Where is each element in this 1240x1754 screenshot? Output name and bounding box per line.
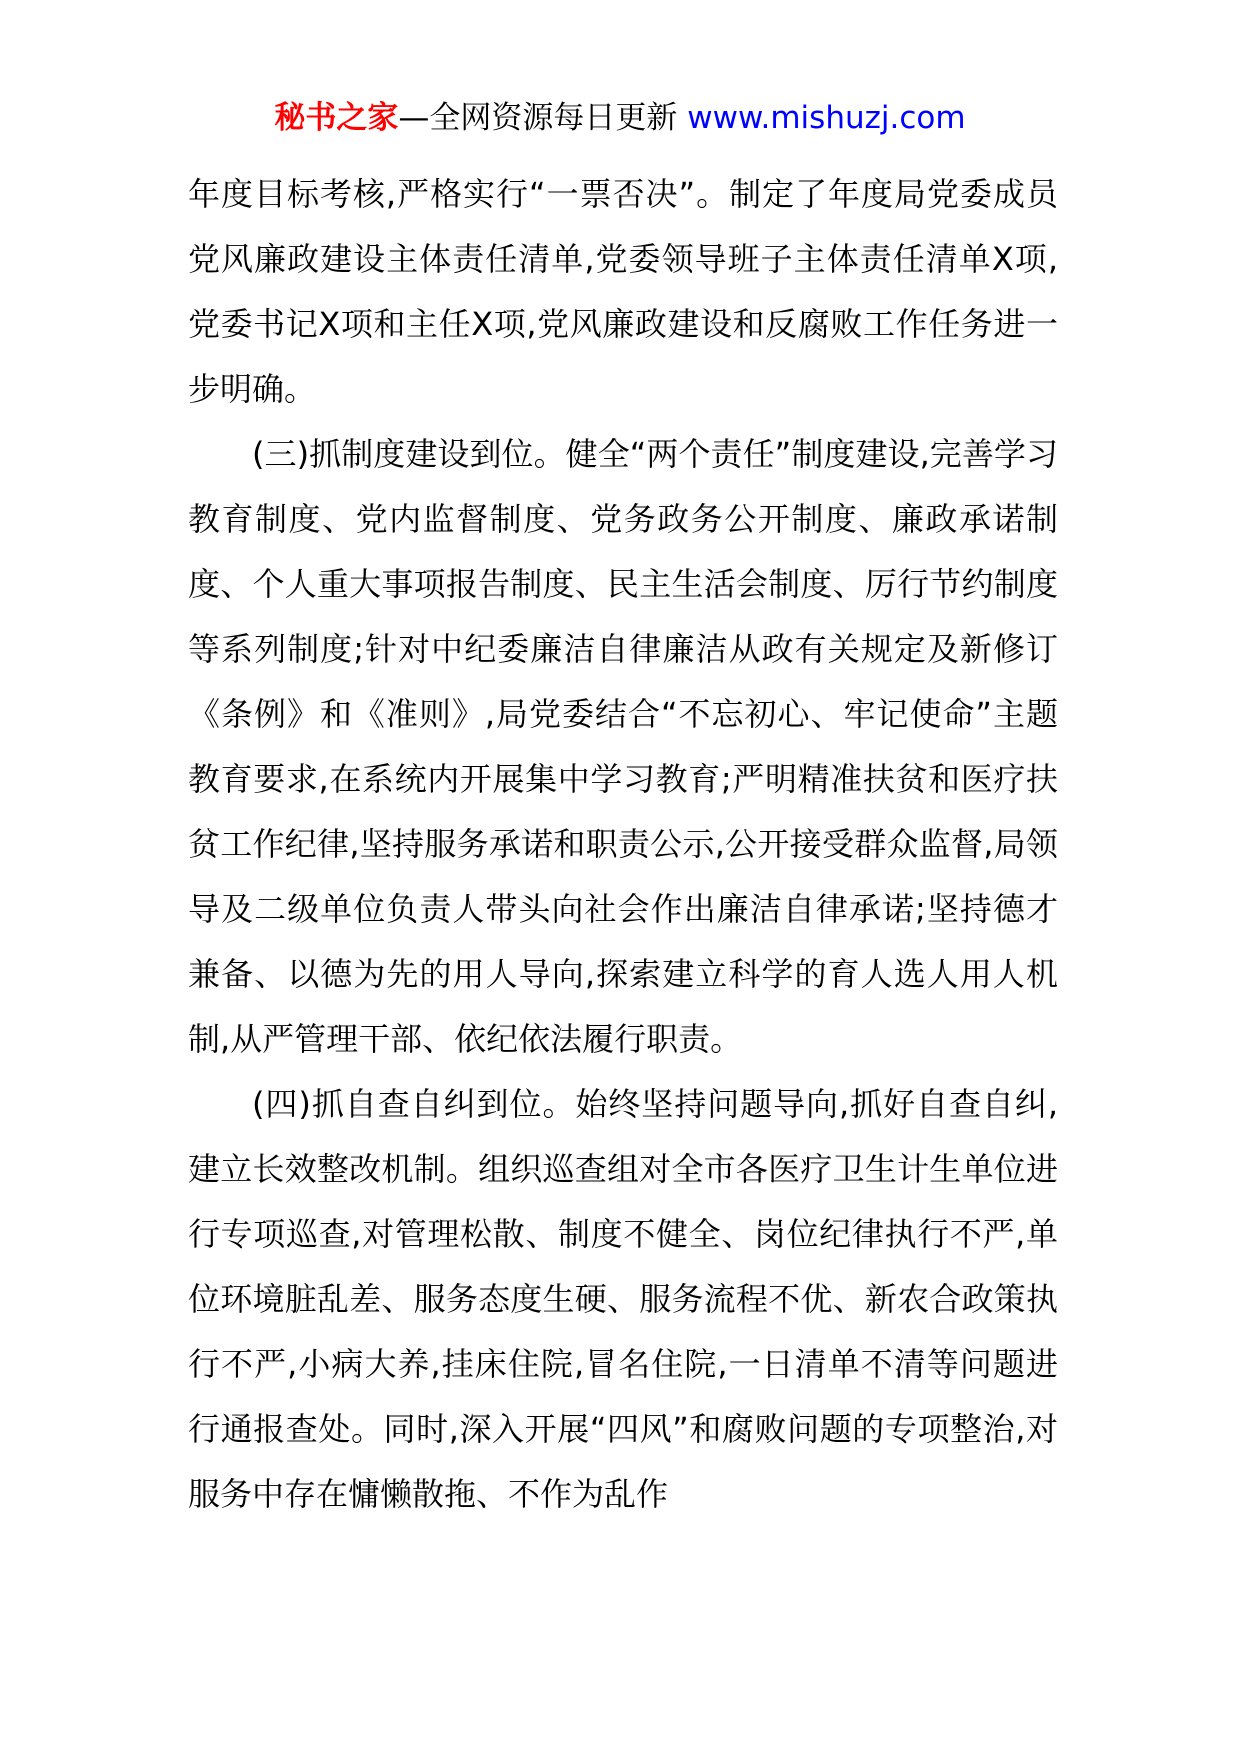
paragraph-section-four: (四)抓自查自纠到位。始终坚持问题导向,抓好自查自纠,建立长效整改机制。组织巡查组对全市各医疗卫生计生单位进行专项巡查,对管理松散、制度不健全、岗位纪律执行不严,单位环境脏乱差、服务态度生硬、服务流程不优、新农合政策执行不严,小病大养,挂床住院,冒名住院,一日清单不清等问题进行通报查处。同时,深入开展“四风”和腐败问题的专项整治,对服务中存在慵懒散拖、不作为乱作 [188, 1085, 1058, 1513]
site-brand: 秘书之家 [274, 100, 399, 136]
paragraph-section-three: (三)抓制度建设到位。健全“两个责任”制度建设,完善学习教育制度、党内监督制度、党务政务公开制度、廉政承诺制度、个人重大事项报告制度、民主生活会制度、厉行节约制度等系列制度;针对中纪委廉洁自律廉洁从政有关规定及新修订《条例》和《准则》,局党委结合“不忘初心、牢记使命”主题教育要求,在系统内开展集中学习教育;严明精准扶贫和医疗扶贫工作纪律,坚持服务承诺和职责公示,公开接受群众监督,局领导及二级单位负责人带头向社会作出廉洁自律承诺;坚持德才兼备、以德为先的用人导向,探索建立科学的育人选人用人机制,从严管理干部、依纪依法履行职责。 [188, 435, 1058, 1058]
paragraph-continuation: 年度目标考核,严格实行“一票否决”。制定了年度局党委成员党风廉政建设主体责任清单,党委领导班子主体责任清单X项,党委书记X项和主任X项,党风廉政建设和反腐败工作任务进一步明确。 [188, 175, 1058, 408]
document-body [188, 162, 1058, 1527]
site-slogan: —全网资源每日更新 [398, 100, 688, 136]
site-url-link[interactable]: www.mishuzj.com [687, 100, 966, 136]
site-header [0, 98, 1240, 138]
